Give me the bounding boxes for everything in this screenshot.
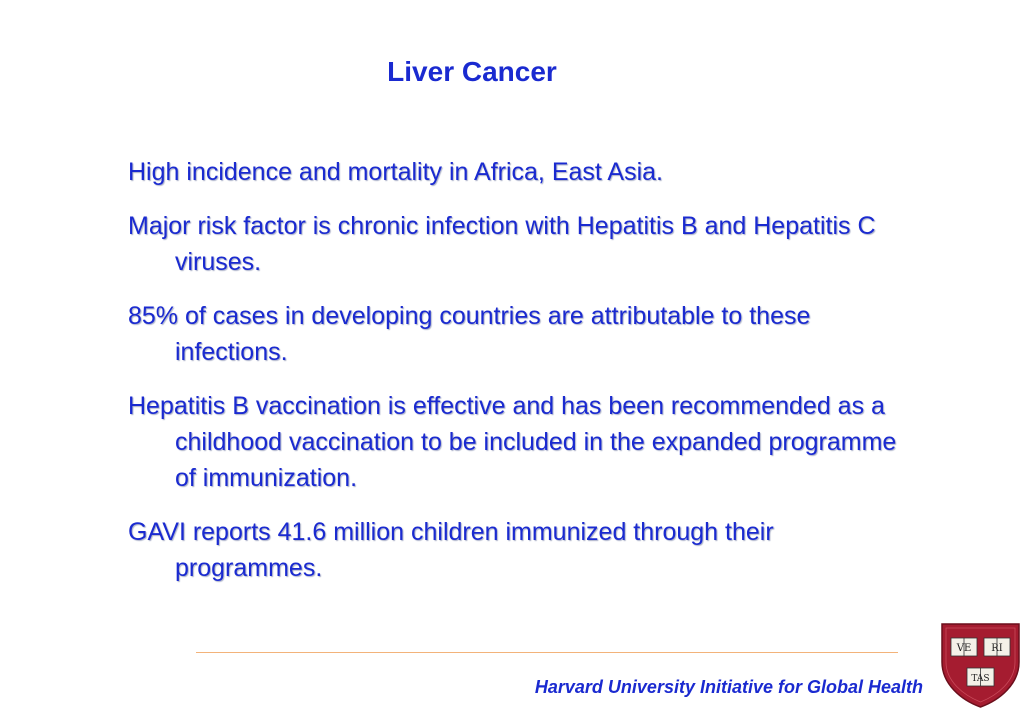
book-text-3: TAS: [971, 674, 990, 684]
bullet-item: GAVI reports 41.6 million children immunized through their programmes.: [128, 518, 774, 582]
bullet-item: High incidence and mortality in Africa, East Asia.: [128, 158, 663, 186]
slide-title: Liver Cancer: [387, 56, 557, 87]
footer-text: Harvard University Initiative for Global Health: [534, 677, 923, 697]
book-icon: [967, 668, 994, 686]
book-icon: [951, 638, 977, 656]
book-text-2: RI: [991, 643, 1003, 654]
bullet-item: Major risk factor is chronic infection with Hepatitis B and Hepatitis C viruses.: [128, 212, 876, 276]
book-text-1: VE: [956, 643, 972, 654]
bullet-item: 85% of cases in developing countries are attributable to these infections.: [128, 302, 811, 366]
footer-divider: [196, 652, 898, 653]
bullet-item: Hepatitis B vaccination is effective and has been recommended as a childhood vaccination to be included in the expanded programme of immunization.: [128, 392, 897, 492]
harvard-shield-icon: [938, 622, 1023, 708]
book-icon: [984, 638, 1010, 656]
bullet-list: [128, 154, 918, 586]
